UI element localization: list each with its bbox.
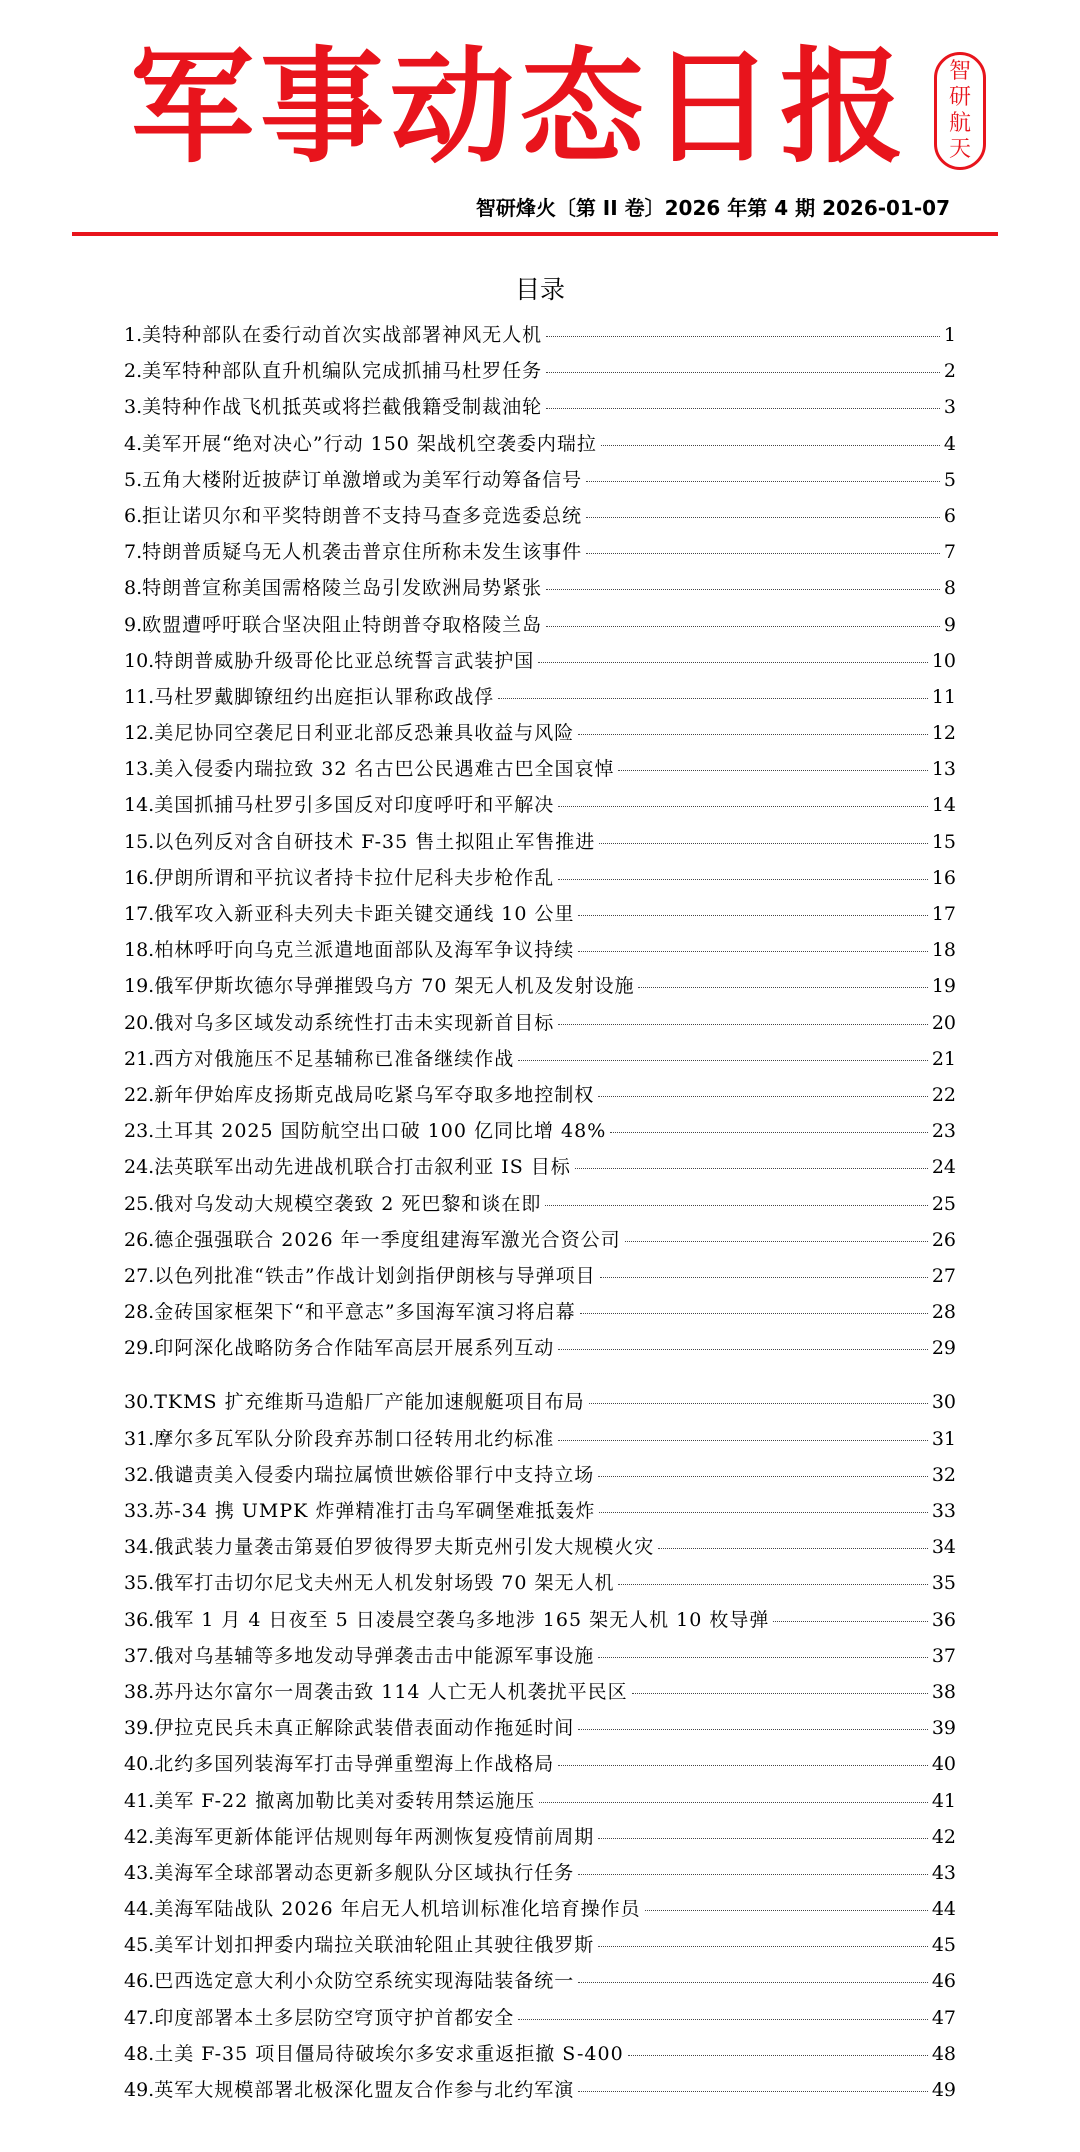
toc-entry-page: 11 bbox=[931, 685, 956, 708]
toc-entry-page: 42 bbox=[931, 1825, 956, 1848]
toc-entry-title[interactable]: 巴西选定意大利小众防空系统实现海陆装备统一 bbox=[154, 1970, 575, 1993]
toc-entry-page: 6 bbox=[943, 504, 956, 527]
toc-entry-number: 41. bbox=[124, 1789, 155, 1812]
toc-entry[interactable] bbox=[124, 827, 956, 863]
toc-dot-leader bbox=[575, 1168, 928, 1169]
toc-entry-number: 6. bbox=[124, 504, 143, 527]
toc-entry-number: 8. bbox=[124, 577, 143, 600]
toc-entry-number: 28. bbox=[124, 1301, 155, 1324]
toc-dot-leader bbox=[558, 1024, 928, 1025]
toc-entry-page: 17 bbox=[931, 903, 956, 925]
toc-entry-page: 14 bbox=[931, 794, 956, 817]
toc-dot-leader bbox=[498, 698, 928, 699]
toc-entry-page: 39 bbox=[931, 1717, 956, 1740]
toc-entry-number: 1. bbox=[124, 324, 143, 346]
toc-dot-leader bbox=[598, 1838, 928, 1839]
toc-entry[interactable] bbox=[124, 1080, 956, 1116]
toc-entry-number: 22. bbox=[124, 1083, 155, 1106]
toc-entry-title[interactable]: 伊朗所谓和平抗议者持卡拉什尼科夫步枪作乱 bbox=[154, 866, 555, 889]
toc-entry-number: 17. bbox=[124, 903, 155, 925]
toc-entry-page: 35 bbox=[931, 1572, 956, 1595]
toc-entry-title[interactable]: 美特种作战飞机抵英或将拦截俄籍受制裁油轮 bbox=[142, 396, 543, 419]
toc-entry-title[interactable]: 美尼协同空袭尼日利亚北部反恐兼具收益与风险 bbox=[154, 722, 575, 745]
toc-entry-title[interactable]: 俄军 1 月 4 日夜至 5 日凌晨空袭乌多地涉 165 架无人机 10 枚导弹 bbox=[154, 1608, 770, 1631]
toc-dot-leader bbox=[598, 1476, 928, 1477]
toc-entry-title[interactable]: 俄对乌发动大规模空袭致 2 死巴黎和谈在即 bbox=[154, 1192, 542, 1215]
toc-entry[interactable] bbox=[124, 971, 956, 1007]
toc-dot-leader bbox=[539, 1802, 928, 1803]
toc-entry-number: 40. bbox=[124, 1753, 155, 1776]
toc-entry[interactable] bbox=[124, 1261, 956, 1297]
toc-entry[interactable] bbox=[124, 573, 956, 609]
toc-dot-leader bbox=[586, 517, 940, 518]
toc-entry-title[interactable]: 美海军陆战队 2026 年启无人机培训标准化培育操作员 bbox=[154, 1898, 641, 1921]
toc-entry[interactable] bbox=[124, 610, 956, 646]
toc-entry-page: 4 bbox=[943, 432, 956, 455]
toc-entry-title[interactable]: 土美 F-35 项目僵局待破埃尔多安求重返拒撤 S-400 bbox=[154, 2042, 624, 2065]
toc-entry-title[interactable]: 土耳其 2025 国防航空出口破 100 亿同比增 48% bbox=[154, 1120, 607, 1143]
toc-entry-number: 30. bbox=[124, 1391, 155, 1414]
toc-entry[interactable] bbox=[124, 1749, 956, 1785]
toc-entry-page: 29 bbox=[931, 1337, 956, 1360]
toc-dot-leader bbox=[599, 1512, 927, 1513]
toc-dot-leader bbox=[628, 2055, 928, 2056]
toc-entry[interactable] bbox=[124, 1568, 956, 1604]
toc-entry-title[interactable]: 德企强强联合 2026 年一季度组建海军激光合资公司 bbox=[154, 1228, 621, 1251]
toc-entry-page: 10 bbox=[931, 649, 956, 672]
toc-entry[interactable] bbox=[124, 1225, 956, 1261]
toc-entry-page: 5 bbox=[943, 468, 956, 491]
toc-entry-page: 8 bbox=[943, 577, 956, 600]
toc-entry-page: 25 bbox=[931, 1192, 956, 1215]
toc-entry-number: 35. bbox=[124, 1572, 155, 1595]
toc-entry-title[interactable]: 北约多国列装海军打击导弹重塑海上作战格局 bbox=[154, 1753, 555, 1776]
toc-dot-leader bbox=[518, 2019, 928, 2020]
toc-entry[interactable] bbox=[124, 501, 956, 537]
toc-entry-page: 47 bbox=[931, 2006, 956, 2029]
toc-entry-page: 49 bbox=[931, 2079, 956, 2101]
toc-dot-leader bbox=[600, 1277, 928, 1278]
toc-entry-page: 1 bbox=[943, 324, 956, 346]
toc-entry-title[interactable]: 新年伊始库皮扬斯克战局吃紧乌军夺取多地控制权 bbox=[154, 1083, 595, 1106]
toc-entry-page: 2 bbox=[943, 360, 956, 383]
toc-entry[interactable] bbox=[124, 2039, 956, 2075]
seal-char: 智 bbox=[948, 59, 971, 84]
toc-entry-number: 24. bbox=[124, 1156, 155, 1179]
toc-entry-page: 28 bbox=[931, 1301, 956, 1324]
toc-entry-number: 4. bbox=[124, 432, 143, 455]
toc-entry-number: 36. bbox=[124, 1608, 155, 1631]
toc-entry[interactable] bbox=[124, 1387, 956, 1423]
toc-entry-title[interactable]: 俄军伊斯坎德尔导弹摧毁乌方 70 架无人机及发射设施 bbox=[154, 975, 635, 998]
toc-dot-leader bbox=[546, 372, 940, 373]
toc-entry[interactable] bbox=[124, 537, 956, 573]
toc-entry[interactable] bbox=[124, 1894, 956, 1930]
toc-entry-title[interactable]: 伊拉克民兵未真正解除武装借表面动作拖延时间 bbox=[154, 1717, 575, 1740]
toc-entry-page: 19 bbox=[931, 975, 956, 998]
toc-dot-leader bbox=[610, 1132, 928, 1133]
toc-dot-leader bbox=[546, 589, 940, 590]
toc-entry[interactable] bbox=[124, 429, 956, 465]
toc-entry[interactable] bbox=[124, 1460, 956, 1496]
toc-entry-page: 44 bbox=[931, 1898, 956, 1921]
toc-entry-number: 45. bbox=[124, 1934, 155, 1957]
toc-heading: 目录 bbox=[514, 275, 565, 304]
toc-dot-leader bbox=[773, 1621, 927, 1622]
toc-entry-page: 38 bbox=[931, 1680, 956, 1703]
toc-dot-leader bbox=[545, 1205, 927, 1206]
toc-entry-number: 38. bbox=[124, 1680, 155, 1703]
toc-dot-leader bbox=[546, 408, 940, 409]
toc-entry-title[interactable]: 俄军攻入新亚科夫列夫卡距关键交通线 10 公里 bbox=[154, 903, 575, 925]
toc-entry[interactable] bbox=[124, 2003, 956, 2039]
toc-dot-leader bbox=[578, 1982, 928, 1983]
toc-entry-page: 37 bbox=[931, 1644, 956, 1667]
toc-entry-title[interactable]: 特朗普质疑乌无人机袭击普京住所称未发生该事件 bbox=[142, 541, 583, 564]
toc-entry-page: 30 bbox=[931, 1391, 956, 1414]
toc-entry-title[interactable]: 摩尔多瓦军队分阶段弃苏制口径转用北约标准 bbox=[154, 1427, 555, 1450]
toc-entry-title[interactable]: 美军 F-22 撤离加勒比美对委转用禁运施压 bbox=[154, 1789, 536, 1812]
toc-entry-page: 43 bbox=[931, 1861, 956, 1884]
toc-dot-leader bbox=[658, 1548, 928, 1549]
toc-dot-leader bbox=[599, 843, 928, 844]
toc-entry-page: 46 bbox=[931, 1970, 956, 1993]
toc-entry-number: 34. bbox=[124, 1536, 155, 1559]
toc-dot-leader bbox=[598, 1946, 928, 1947]
toc-entry-number: 39. bbox=[124, 1717, 155, 1740]
toc-entry-title[interactable]: 法英联军出动先进战机联合打击叙利亚 IS 目标 bbox=[154, 1156, 571, 1179]
toc-entry-number: 15. bbox=[124, 830, 155, 853]
toc-entry-page: 41 bbox=[931, 1789, 956, 1812]
toc-entry-page: 22 bbox=[931, 1083, 956, 1106]
toc-entry[interactable] bbox=[124, 1044, 956, 1080]
toc-entry[interactable] bbox=[124, 935, 956, 971]
toc-dot-leader bbox=[645, 1910, 928, 1911]
toc-dot-leader bbox=[625, 1241, 928, 1242]
toc-entry-number: 23. bbox=[124, 1120, 155, 1143]
toc-entry-title[interactable]: 美军特种部队直升机编队完成抓捕马杜罗任务 bbox=[142, 360, 543, 383]
toc-entry[interactable] bbox=[124, 718, 956, 754]
toc-entry[interactable] bbox=[124, 1605, 956, 1641]
toc-entry-title[interactable]: 美特种部队在委行动首次实战部署神风无人机 bbox=[142, 324, 543, 346]
toc-dot-leader bbox=[632, 1693, 928, 1694]
toc-entry-page: 13 bbox=[931, 758, 956, 781]
toc-entry[interactable] bbox=[124, 899, 956, 935]
toc-entry-page: 15 bbox=[931, 830, 956, 853]
toc-entry-number: 29. bbox=[124, 1337, 155, 1360]
toc-entry-page: 9 bbox=[943, 613, 956, 636]
toc-entry[interactable] bbox=[124, 1424, 956, 1460]
toc-entry-title[interactable]: 美军开展“绝对决心”行动 150 架战机空袭委内瑞拉 bbox=[142, 432, 597, 455]
toc-entry-number: 16. bbox=[124, 866, 155, 889]
header-divider bbox=[72, 232, 998, 236]
toc-entry-title[interactable]: 柏林呼吁向乌克兰派遣地面部队及海军争议持续 bbox=[154, 939, 575, 962]
toc-entry[interactable] bbox=[124, 682, 956, 718]
toc-entry-page: 3 bbox=[943, 396, 956, 419]
toc-entry-page: 32 bbox=[931, 1463, 956, 1486]
toc-entry[interactable] bbox=[124, 646, 956, 682]
toc-entry-number: 43. bbox=[124, 1861, 155, 1884]
toc-entry-title[interactable]: 苏丹达尔富尔一周袭击致 114 人亡无人机袭扰平民区 bbox=[154, 1680, 628, 1703]
toc-entry[interactable] bbox=[124, 1532, 956, 1568]
toc-entry[interactable] bbox=[124, 1008, 956, 1044]
toc-entry[interactable] bbox=[124, 465, 956, 501]
toc-entry[interactable] bbox=[124, 1966, 956, 2002]
toc-dot-leader bbox=[558, 879, 928, 880]
toc-entry-number: 21. bbox=[124, 1047, 155, 1070]
toc-entry-number: 5. bbox=[124, 468, 143, 491]
toc-entry-number: 20. bbox=[124, 1011, 155, 1034]
toc-entry-number: 46. bbox=[124, 1970, 155, 1993]
toc-dot-leader bbox=[618, 770, 927, 771]
toc-dot-leader bbox=[558, 1440, 928, 1441]
toc-entry[interactable] bbox=[124, 754, 956, 790]
toc-dot-leader bbox=[586, 481, 940, 482]
toc-entry[interactable] bbox=[124, 1677, 956, 1713]
toc-entry-title[interactable]: 以色列批准“铁击”作战计划剑指伊朗核与导弹项目 bbox=[154, 1264, 596, 1287]
toc-entry-number: 19. bbox=[124, 975, 155, 998]
toc-entry-title[interactable]: 五角大楼附近披萨订单激增或为美军行动筹备信号 bbox=[142, 468, 583, 491]
toc-entry-page: 27 bbox=[931, 1264, 956, 1287]
toc-entry-number: 47. bbox=[124, 2006, 155, 2029]
toc-entry[interactable] bbox=[124, 1333, 956, 1369]
toc-entry-number: 2. bbox=[124, 360, 143, 383]
toc-entry-page: 31 bbox=[931, 1427, 956, 1450]
toc-entry[interactable] bbox=[124, 2075, 956, 2111]
toc-entry-title[interactable]: 特朗普宣称美国需格陵兰岛引发欧洲局势紧张 bbox=[142, 577, 543, 600]
toc-entry-title[interactable]: 美国抓捕马杜罗引多国反对印度呼吁和平解决 bbox=[154, 794, 555, 817]
toc-dot-leader bbox=[578, 734, 928, 735]
toc-entry-title[interactable]: 俄对乌基辅等多地发动导弹袭击击中能源军事设施 bbox=[154, 1644, 595, 1667]
toc-dot-leader bbox=[598, 1096, 928, 1097]
toc-entry-number: 12. bbox=[124, 722, 155, 745]
publisher-seal bbox=[934, 52, 986, 170]
toc-entry-title[interactable]: 西方对俄施压不足基辅称已准备继续作战 bbox=[154, 1047, 515, 1070]
toc-entry-page: 36 bbox=[931, 1608, 956, 1631]
toc-entry-page: 40 bbox=[931, 1753, 956, 1776]
toc-entry[interactable] bbox=[124, 1297, 956, 1333]
toc-entry-page: 24 bbox=[931, 1156, 956, 1179]
toc-entry-title[interactable]: 俄武装力量袭击第聂伯罗彼得罗夫斯克州引发大规模火灾 bbox=[154, 1536, 655, 1559]
toc-entry-number: 25. bbox=[124, 1192, 155, 1215]
toc-entry-page: 34 bbox=[931, 1536, 956, 1559]
toc-entry[interactable] bbox=[124, 1713, 956, 1749]
toc-entry-number: 7. bbox=[124, 541, 143, 564]
toc-entry-title[interactable]: 美入侵委内瑞拉致 32 名古巴公民遇难古巴全国哀悼 bbox=[154, 758, 615, 781]
toc-entry[interactable] bbox=[124, 392, 956, 428]
toc-entry-number: 9. bbox=[124, 613, 143, 636]
toc-entry-page: 20 bbox=[931, 1011, 956, 1034]
toc-entry-page: 7 bbox=[943, 541, 956, 564]
toc-entry-title[interactable]: 俄军打击切尔尼戈夫州无人机发射场毁 70 架无人机 bbox=[154, 1572, 615, 1595]
toc-entry-number: 37. bbox=[124, 1644, 155, 1667]
toc-dot-leader bbox=[598, 1657, 928, 1658]
toc-entry-number: 18. bbox=[124, 939, 155, 962]
toc-entry[interactable] bbox=[124, 1858, 956, 1894]
toc-entry-page: 12 bbox=[931, 722, 956, 745]
toc-entry-title[interactable]: 拒让诺贝尔和平奖特朗普不支持马查多竞选委总统 bbox=[142, 504, 583, 527]
toc-entry-page: 18 bbox=[931, 939, 956, 962]
toc-entry-page: 48 bbox=[931, 2042, 956, 2065]
newspaper-title: 军事动态日报 bbox=[129, 36, 910, 180]
seal-char: 航 bbox=[948, 111, 971, 136]
toc-entry-number: 10. bbox=[124, 649, 155, 672]
masthead bbox=[0, 38, 1080, 178]
toc-entry-number: 13. bbox=[124, 758, 155, 781]
toc-entry-title[interactable]: 苏-34 携 UMPK 炸弹精准打击乌军碉堡难抵轰炸 bbox=[154, 1500, 596, 1522]
toc-entry-number: 48. bbox=[124, 2042, 155, 2065]
toc-dot-leader bbox=[518, 1060, 928, 1061]
toc-dot-leader bbox=[638, 987, 927, 988]
toc-entry[interactable] bbox=[124, 1116, 956, 1152]
toc-dot-leader bbox=[618, 1584, 927, 1585]
toc-entry-number: 27. bbox=[124, 1264, 155, 1287]
toc-entry-number: 49. bbox=[124, 2079, 155, 2101]
toc-entry-title[interactable]: 金砖国家框架下“和平意志”多国海军演习将启幕 bbox=[154, 1301, 576, 1324]
toc-entry[interactable] bbox=[124, 790, 956, 826]
toc-entry[interactable] bbox=[124, 1496, 956, 1532]
toc-entry-title[interactable]: 特朗普威胁升级哥伦比亚总统誓言武装护国 bbox=[154, 649, 535, 672]
toc-dot-leader bbox=[589, 1403, 928, 1404]
toc-entry[interactable] bbox=[124, 1189, 956, 1225]
toc-entry-number: 3. bbox=[124, 396, 143, 419]
toc-entry[interactable] bbox=[124, 320, 956, 356]
toc-dot-leader bbox=[546, 336, 940, 337]
toc-entry-title[interactable]: 美海军更新体能评估规则每年两测恢复疫情前周期 bbox=[154, 1825, 595, 1848]
toc-entry-title[interactable]: 以色列反对含自研技术 F-35 售土拟阻止军售推进 bbox=[154, 830, 596, 853]
toc-entry-number: 11. bbox=[124, 685, 155, 708]
toc-entry-title[interactable]: 印阿深化战略防务合作陆军高层开展系列互动 bbox=[154, 1337, 555, 1360]
toc-dot-leader bbox=[578, 2091, 928, 2092]
toc-entry-title[interactable]: 马杜罗戴脚镣纽约出庭拒认罪称政战俘 bbox=[154, 685, 495, 708]
toc-entry[interactable] bbox=[124, 1641, 956, 1677]
toc-entry-page: 23 bbox=[931, 1120, 956, 1143]
toc-dot-leader bbox=[580, 1313, 928, 1314]
toc-dot-leader bbox=[578, 1874, 928, 1875]
toc-entry-number: 42. bbox=[124, 1825, 155, 1848]
toc-dot-leader bbox=[601, 445, 940, 446]
toc-entry[interactable] bbox=[124, 356, 956, 392]
toc-entry-number: 26. bbox=[124, 1228, 155, 1251]
toc-entry-page: 21 bbox=[931, 1047, 956, 1070]
toc-entry-page: 26 bbox=[931, 1228, 956, 1251]
toc-entry[interactable] bbox=[124, 863, 956, 899]
toc-entry-title[interactable]: 印度部署本土多层防空穹顶守护首都安全 bbox=[154, 2006, 515, 2029]
toc-entry[interactable] bbox=[124, 1152, 956, 1188]
toc-entry-number: 14. bbox=[124, 794, 155, 817]
toc-dot-leader bbox=[558, 806, 928, 807]
table-of-contents bbox=[124, 320, 956, 2111]
toc-entry-title[interactable]: TKMS 扩充维斯马造船厂产能加速舰艇项目布局 bbox=[154, 1391, 585, 1414]
toc-entry-page: 16 bbox=[931, 866, 956, 889]
toc-entry-title[interactable]: 美海军全球部署动态更新多舰队分区域执行任务 bbox=[154, 1861, 575, 1884]
seal-char: 研 bbox=[948, 85, 971, 110]
toc-dot-leader bbox=[578, 1729, 928, 1730]
toc-entry-page: 33 bbox=[931, 1500, 956, 1522]
toc-dot-leader bbox=[558, 1765, 928, 1766]
toc-entry-title[interactable]: 俄谴责美入侵委内瑞拉属愤世嫉俗罪行中支持立场 bbox=[154, 1463, 595, 1486]
toc-entry-number: 32. bbox=[124, 1463, 155, 1486]
toc-entry-title[interactable]: 俄对乌多区域发动系统性打击未实现新首目标 bbox=[154, 1011, 555, 1034]
toc-entry-title[interactable]: 美军计划扣押委内瑞拉关联油轮阻止其驶往俄罗斯 bbox=[154, 1934, 595, 1957]
issue-line: 智研烽火〔第 II 卷〕2026 年第 4 期 2026-01-07 bbox=[475, 196, 950, 220]
toc-entry-title[interactable]: 欧盟遭呼吁联合坚决阻止特朗普夺取格陵兰岛 bbox=[142, 613, 543, 636]
toc-entry[interactable] bbox=[124, 1930, 956, 1966]
toc-entry[interactable] bbox=[124, 1786, 956, 1822]
toc-entry-page: 45 bbox=[931, 1934, 956, 1957]
toc-entry[interactable] bbox=[124, 1822, 956, 1858]
toc-entry-title[interactable]: 英军大规模部署北极深化盟友合作参与北约军演 bbox=[154, 2079, 575, 2101]
toc-entry-number: 31. bbox=[124, 1427, 155, 1450]
toc-dot-leader bbox=[558, 1349, 928, 1350]
toc-dot-leader bbox=[586, 553, 940, 554]
toc-entry-number: 44. bbox=[124, 1898, 155, 1921]
toc-dot-leader bbox=[538, 662, 928, 663]
toc-dot-leader bbox=[578, 915, 927, 916]
seal-char: 天 bbox=[948, 137, 971, 162]
toc-dot-leader bbox=[578, 951, 928, 952]
toc-dot-leader bbox=[546, 626, 940, 627]
toc-entry-number: 33. bbox=[124, 1500, 155, 1522]
